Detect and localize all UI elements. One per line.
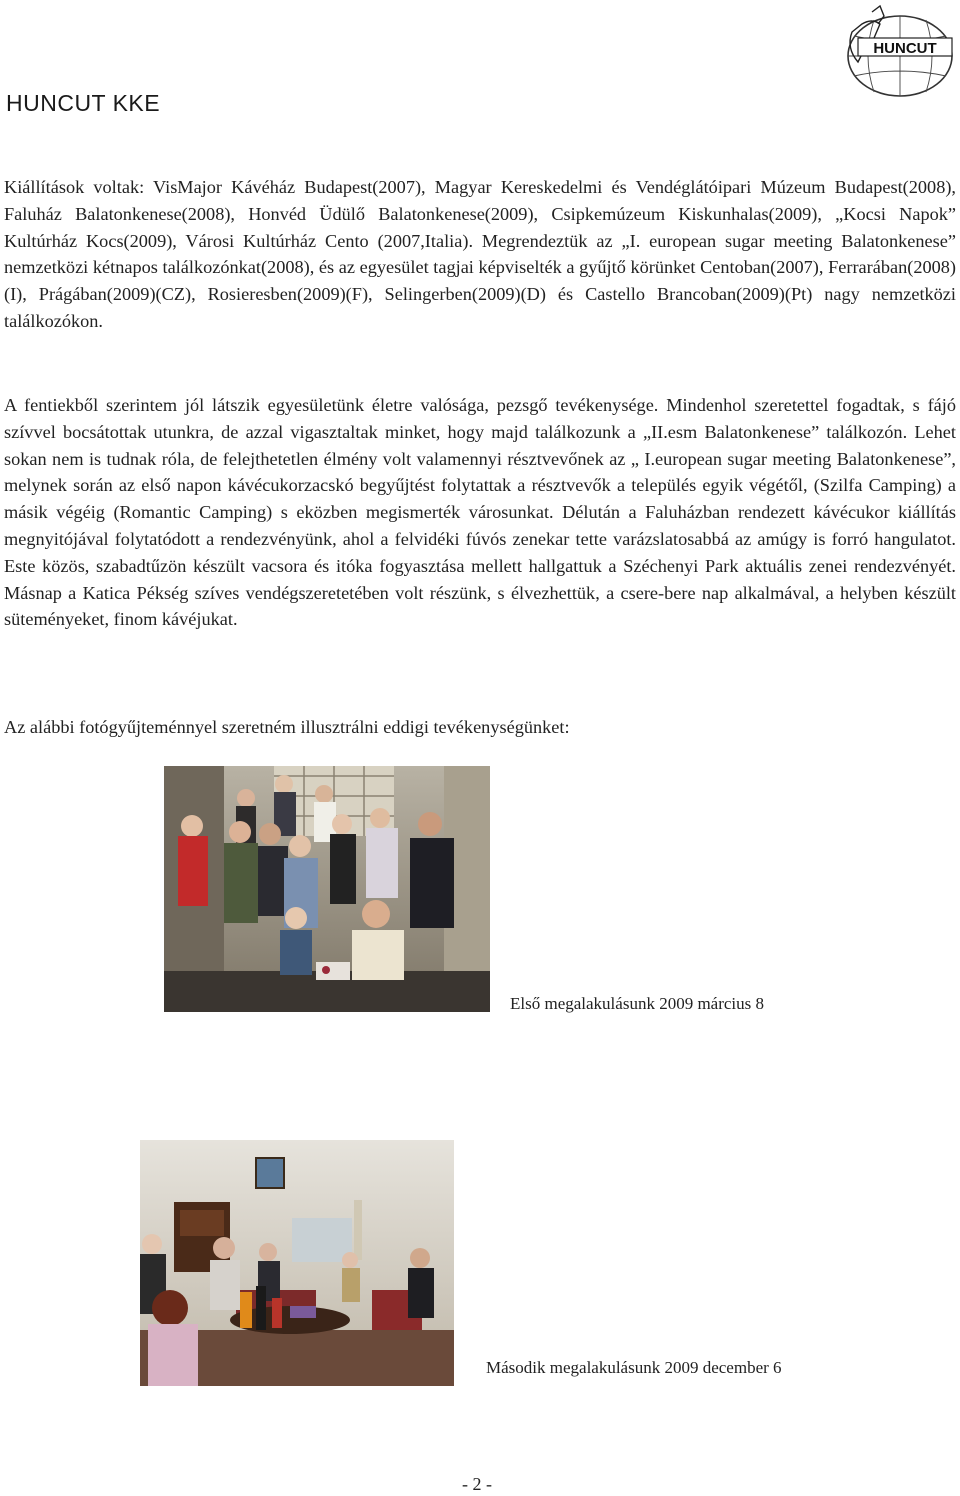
page-number: - 2 -	[462, 1474, 492, 1494]
photo-intro-paragraph: Az alábbi fotógyűjteménnyel szeretném illusztrálni eddigi tevékenységünket:	[4, 717, 570, 737]
logo-text: HUNCUT	[873, 40, 937, 57]
photo-caption-second: Második megalakulásunk 2009 december 6	[486, 1358, 782, 1377]
page-title: HUNCUT KKE	[6, 90, 161, 116]
living-room-photo	[140, 1140, 454, 1386]
huncut-logo	[828, 2, 956, 102]
activities-paragraph: A fentiekből szerintem jól látszik egyesületünk életre valósága, pezsgő tevékenysége. Mindenhol szeretettel fogadtak, s fájó szívvel bocsátottak utunkra, de azzal vigasztaltak minket, hogy majd találkozunk a „II.esm Balatonkenese” találkozón. Lehet sokan nem is tudnak róla, de felejthetetlen élmény volt valamennyi résztvevőnek az „ I.european sugar meeting Balatonkenese”, melynek során az első napon kávécukorzacskó begyűjtést folytattak a résztvevők a település egyik végétől, (Szilfa Camping) a másik végéig (Romantic Camping) s eközben megismerték városunkat. Délután a Faluházban rendezett kávécukor kiállítás megnyitójával folytatódott a rendezvényünk, ahol a felvidéki fúvós zenekar tette varázslatosabbá az amúgy is forró hangulatot. Este közös, szabadtűzön készült vacsora és itóka fogyasztása mellett hallgattuk a Széchenyi Park aktuális zenei rendezvényét. Másnap a Katica Pékség szíves vendégszeretetében volt részünk, s élvezhettük, a csere-bere nap alkalmával, a helyben készült süteményeket, finom kávéjukat.	[4, 395, 956, 630]
photo-caption-first: Első megalakulásunk 2009 március 8	[510, 994, 765, 1013]
exhibitions-paragraph: Kiállítások voltak: VisMajor Kávéház Budapest(2007), Magyar Kereskedelmi és Vendéglátóipari Múzeum Budapest(2008), Faluház Balatonkenese(2008), Honvéd Üdülő Balatonkenese(2009), Csipkemúzeum Kiskunhalas(2009), „Kocsi Napok” Kultúrház Kocs(2009), Városi Kultúrház Cento (2007,Italia). Megrendeztük az „I. european sugar meeting Balatonkenese” nemzetközi kétnapos találkozónkat(2008), és az egyesület tagjai képviselték a gyűjtő körünket Centoban(2007), Ferrarában(2008)(I), Prágában(2009)(CZ), Rosieresben(2009)(F), Selingerben(2009)(D) és Castello Brancoban(2009)(Pt) nagy nemzetközi találkozókon.	[4, 177, 956, 331]
group-photo	[164, 766, 490, 1012]
